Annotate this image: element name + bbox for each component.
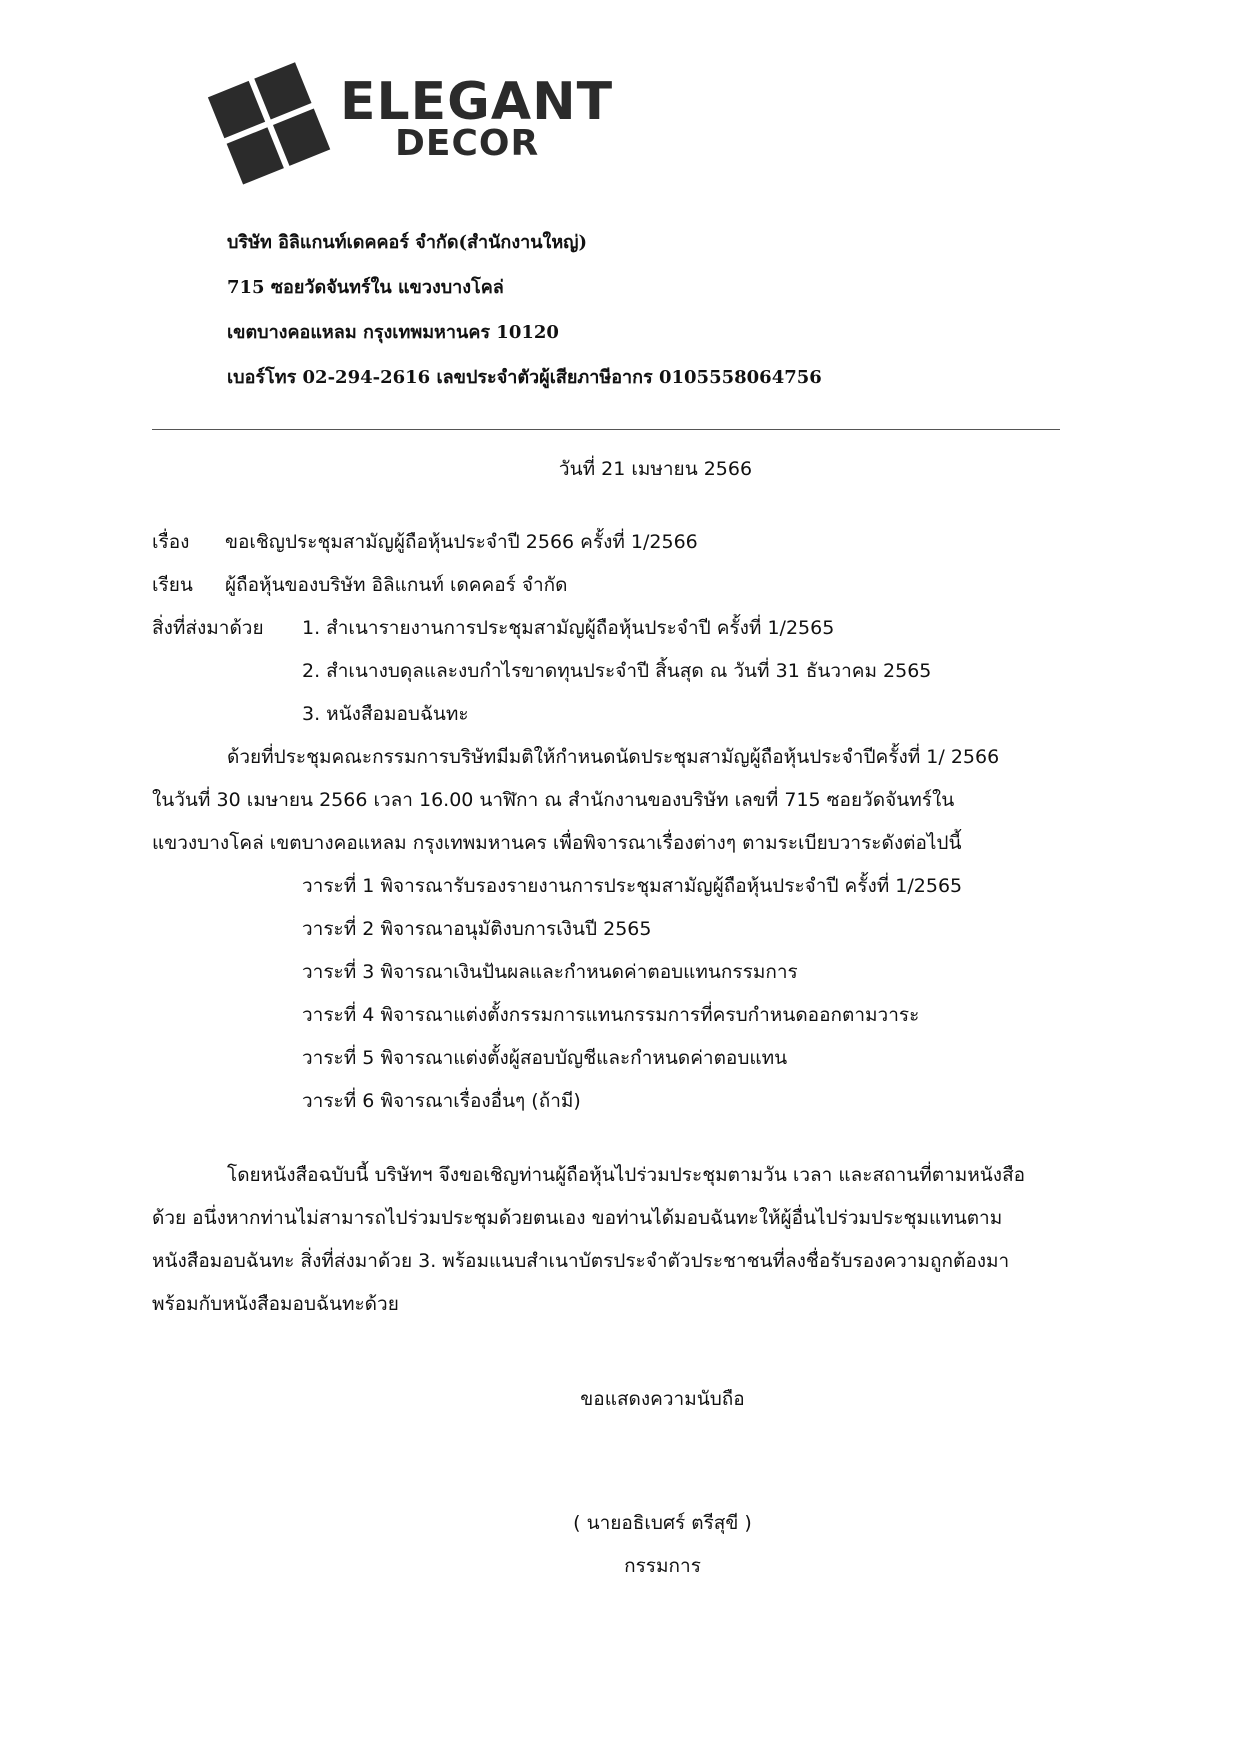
recipient-value: ผู้ถือหุ้นของบริษัท อิลิแกนท์ เดคคอร์ จำกัด — [225, 574, 568, 596]
company-address-line2: เขตบางคอแหลม กรุงเทพมหานคร 10120 — [227, 322, 559, 343]
signatory-name: ( นายอธิเบศร์ ตรีสุขี ) — [573, 1512, 752, 1534]
agenda-item: วาระที่ 2 พิจารณาอนุมัติงบการเงินปี 2565 — [302, 918, 652, 940]
attachments-label: สิ่งที่ส่งมาด้วย — [152, 617, 264, 639]
closing-salutation: ขอแสดงความนับถือ — [580, 1388, 745, 1410]
recipient-label: เรียน — [152, 574, 193, 596]
invitation-paragraph-line: โดยหนังสือฉบับนี้ บริษัทฯ จึงขอเชิญท่านผู้ถือหุ้นไปร่วมประชุมตามวัน เวลา และสถานที่ตามหนังสือ — [227, 1164, 1026, 1186]
company-details — [227, 220, 822, 400]
agenda-item: วาระที่ 3 พิจารณาเงินปันผลและกำหนดค่าตอบแทนกรรมการ — [302, 961, 798, 983]
company-logo — [200, 58, 620, 188]
invitation-paragraph-line: ด้วย อนึ่งหากท่านไม่สามารถไปร่วมประชุมด้วยตนเอง ขอท่านได้มอบฉันทะให้ผู้อื่นไปร่วมประชุมแทนตาม — [152, 1207, 1003, 1229]
attachment-item: 3. หนังสือมอบฉันทะ — [302, 703, 469, 725]
logo-brand-line1: ELEGANT — [340, 72, 614, 132]
four-square-tiles-logo-icon — [200, 58, 340, 188]
attachment-item: 1. สำเนารายงานการประชุมสามัญผู้ถือหุ้นประจำปี ครั้งที่ 1/2565 — [302, 617, 835, 639]
agenda-item: วาระที่ 6 พิจารณาเรื่องอื่นๆ (ถ้ามี) — [302, 1090, 581, 1112]
letter-date: วันที่ 21 เมษายน 2566 — [558, 458, 753, 480]
intro-paragraph-line: ในวันที่ 30 เมษายน 2566 เวลา 16.00 นาฬิกา ณ สำนักงานของบริษัท เลขที่ 715 ซอยวัดจันทร์ใน — [152, 789, 955, 811]
signatory-title: กรรมการ — [624, 1555, 701, 1577]
intro-paragraph-line: ด้วยที่ประชุมคณะกรรมการบริษัทมีมติให้กำหนดนัดประชุมสามัญผู้ถือหุ้นประจำปีครั้งที่ 1/ 2566 — [227, 746, 1000, 768]
agenda-item: วาระที่ 4 พิจารณาแต่งตั้งกรรมการแทนกรรมการที่ครบกำหนดออกตามวาระ — [302, 1004, 920, 1026]
intro-paragraph-line: แขวงบางโคล่ เขตบางคอแหลม กรุงเทพมหานคร เพื่อพิจารณาเรื่องต่างๆ ตามระเบียบวาระดังต่อไปนี้ — [152, 832, 962, 854]
header-divider — [152, 429, 1060, 430]
invitation-paragraph-line: พร้อมกับหนังสือมอบฉันทะด้วย — [152, 1293, 399, 1315]
agenda-item: วาระที่ 5 พิจารณาแต่งตั้งผู้สอบบัญชีและกำหนดค่าตอบแทน — [302, 1047, 788, 1069]
subject-value: ขอเชิญประชุมสามัญผู้ถือหุ้นประจำปี 2566 ครั้งที่ 1/2566 — [225, 531, 698, 553]
company-contact: เบอร์โทร 02-294-2616 เลขประจำตัวผู้เสียภาษีอากร 0105558064756 — [227, 367, 822, 388]
company-name: บริษัท อิลิแกนท์เดคคอร์ จำกัด(สำนักงานใหญ่) — [227, 232, 588, 253]
invitation-paragraph-line: หนังสือมอบฉันทะ สิ่งที่ส่งมาด้วย 3. พร้อมแนบสำเนาบัตรประจำตัวประชาชนที่ลงชื่อรับรองความถูกต้องมา — [152, 1250, 1010, 1272]
agenda-item: วาระที่ 1 พิจารณารับรองรายงานการประชุมสามัญผู้ถือหุ้นประจำปี ครั้งที่ 1/2565 — [302, 875, 963, 897]
company-address-line1: 715 ซอยวัดจันทร์ใน แขวงบางโคล่ — [227, 277, 504, 298]
subject-label: เรื่อง — [152, 531, 190, 553]
logo-brand-line2: DECOR — [395, 123, 540, 164]
attachment-item: 2. สำเนางบดุลและงบกำไรขาดทุนประจำปี สิ้นสุด ณ วันที่ 31 ธันวาคม 2565 — [302, 660, 932, 682]
